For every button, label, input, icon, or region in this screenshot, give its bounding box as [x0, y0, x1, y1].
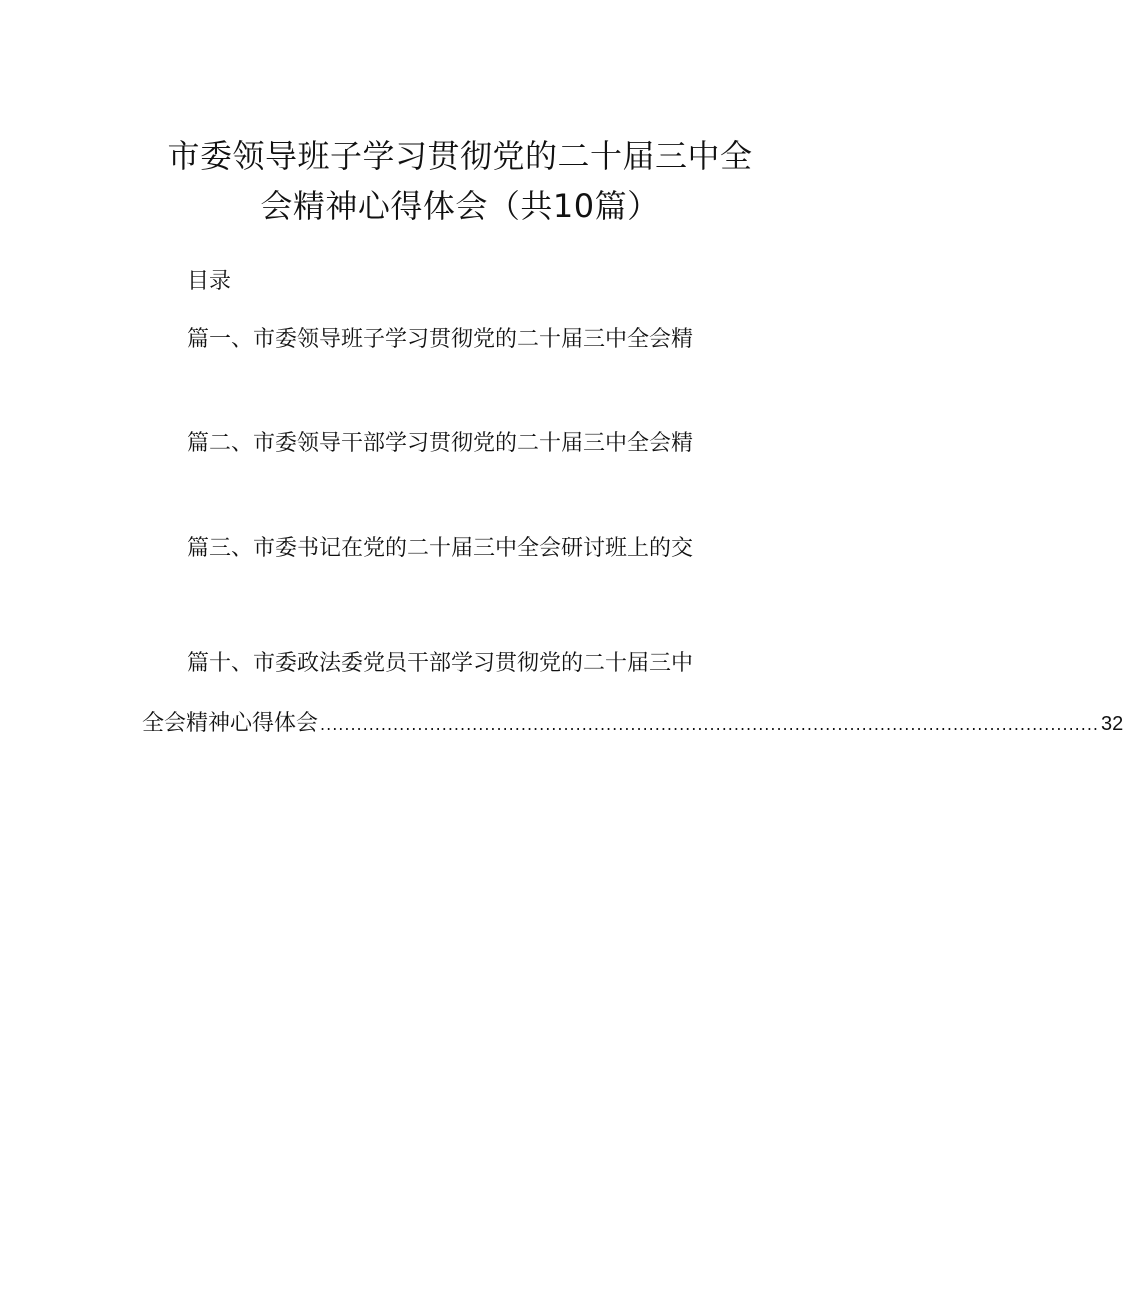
toc-entry-continuation[interactable] — [142, 710, 1123, 739]
toc-entry[interactable]: 篇十、市委政法委党员干部学习贯彻党的二十届三中 — [187, 651, 694, 676]
toc-page-number: 32 — [1101, 713, 1123, 735]
toc-heading: 目录 — [187, 269, 232, 294]
toc-entry[interactable]: 篇三、市委书记在党的二十届三中全会研讨班上的交 — [187, 536, 694, 561]
document-title-line-2: 会精神心得体会（共10篇） — [260, 187, 660, 225]
document-title-line-1: 市委领导班子学习贯彻党的二十届三中全 — [167, 137, 753, 175]
toc-entry-continuation-text: 全会精神心得体会 — [142, 711, 319, 736]
toc-dot-leader: ................................................................................................................................ — [320, 715, 1100, 734]
toc-entry[interactable]: 篇二、市委领导干部学习贯彻党的二十届三中全会精 — [187, 431, 694, 456]
toc-entry[interactable]: 篇一、市委领导班子学习贯彻党的二十届三中全会精 — [187, 327, 694, 352]
